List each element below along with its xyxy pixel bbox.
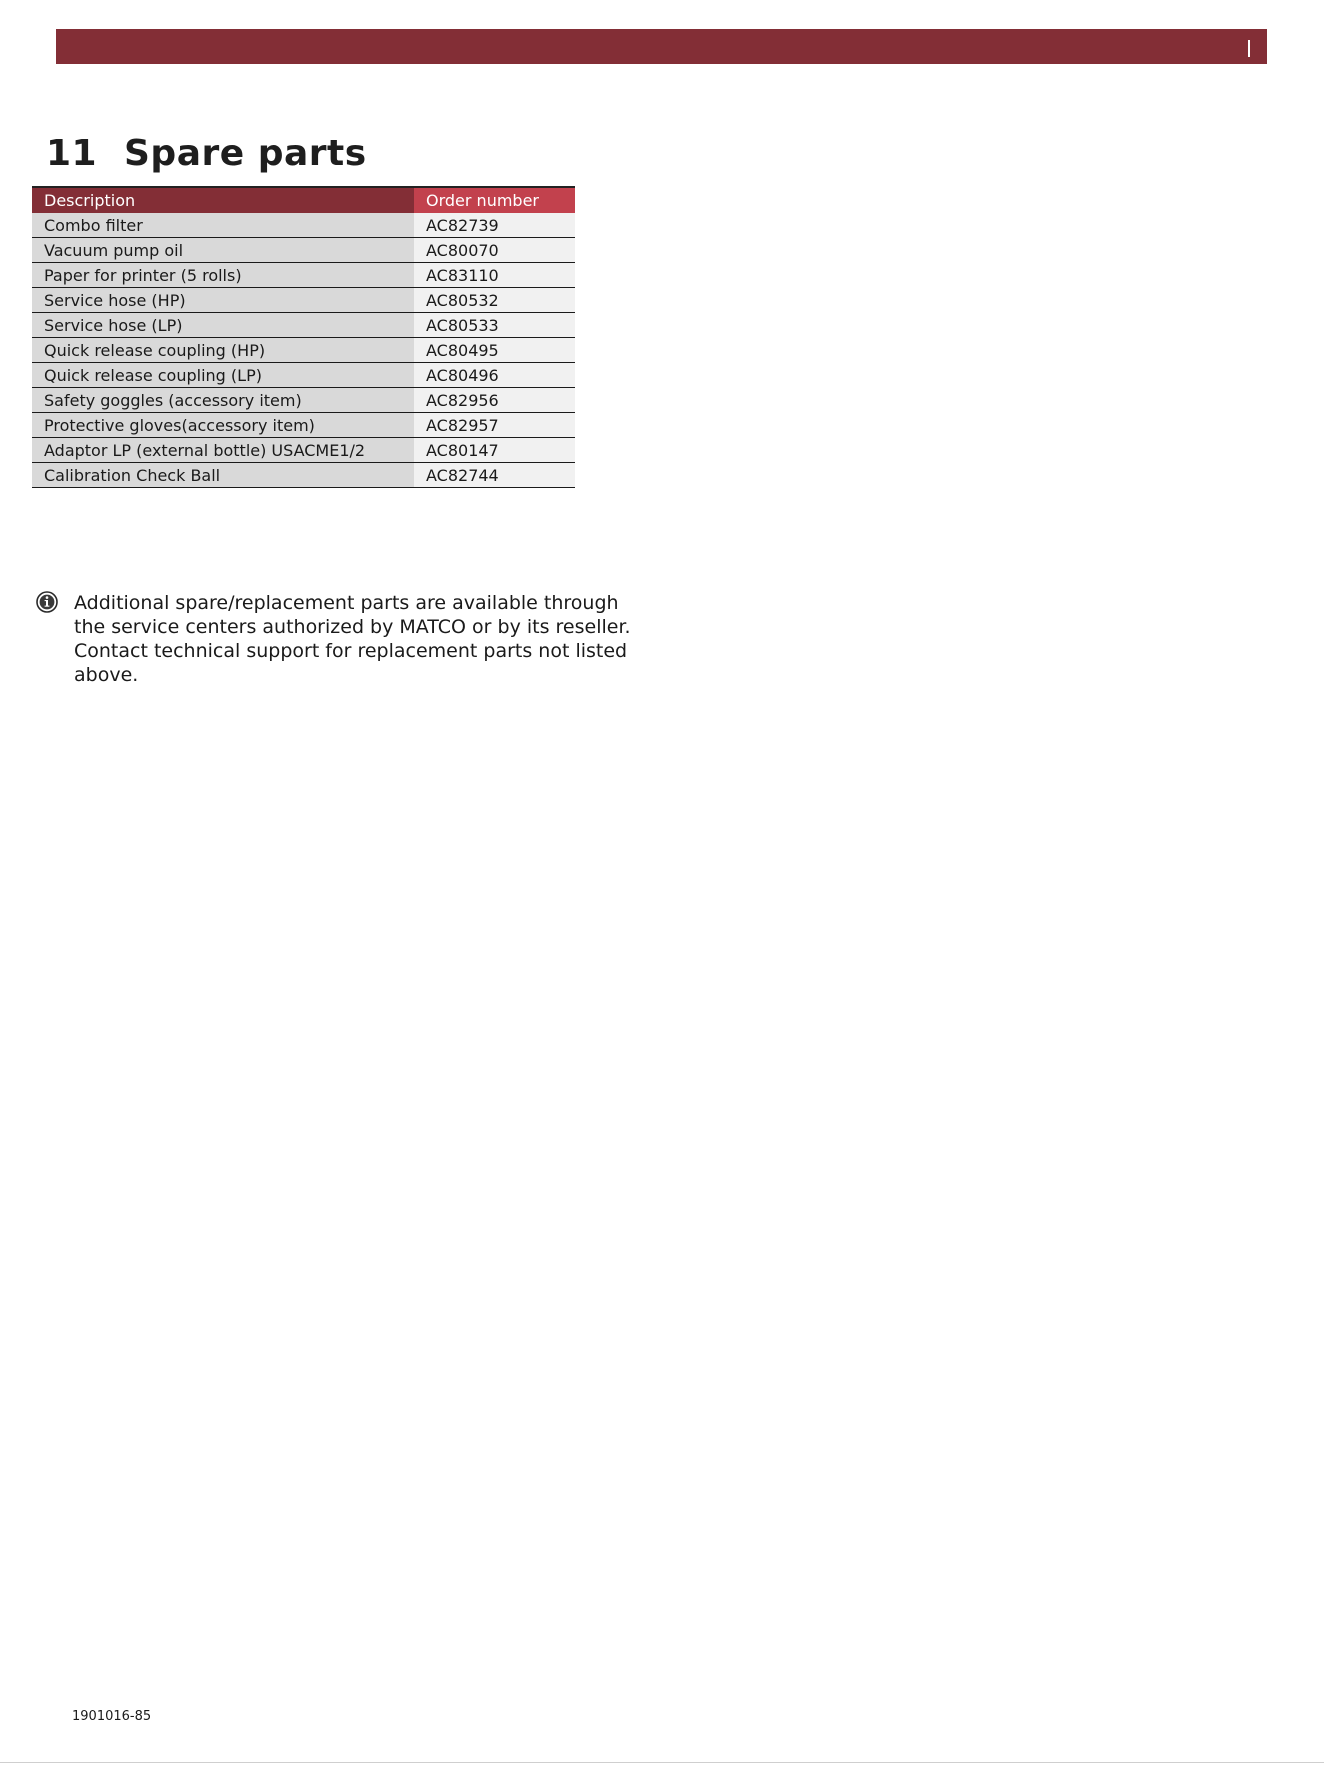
column-header-description: Description	[32, 187, 414, 213]
part-order-number: AC82739	[414, 213, 575, 238]
section-number: 11	[46, 132, 98, 174]
part-order-number: AC80532	[414, 288, 575, 313]
table-row	[32, 363, 575, 388]
part-description: Safety goggles (accessory item)	[32, 388, 414, 413]
table-row	[32, 313, 575, 338]
header-divider	[1248, 40, 1250, 57]
part-description: Quick release coupling (LP)	[32, 363, 414, 388]
table-header-row	[32, 187, 575, 213]
info-icon	[36, 591, 58, 613]
table-row	[32, 213, 575, 238]
part-order-number: AC83110	[414, 263, 575, 288]
part-description: Vacuum pump oil	[32, 238, 414, 263]
table-row	[32, 338, 575, 363]
info-note-text: Additional spare/replacement parts are available through the service centers authorized by MATCO or by its reseller. Contact technical support for replacement parts not listed above.	[74, 592, 631, 686]
document-number: 1901016-85	[72, 1709, 152, 1724]
part-description: Quick release coupling (HP)	[32, 338, 414, 363]
part-description: Combo filter	[32, 213, 414, 238]
part-order-number: AC80496	[414, 363, 575, 388]
part-order-number: AC82744	[414, 463, 575, 488]
section-title: Spare parts	[124, 132, 367, 174]
part-order-number: AC82957	[414, 413, 575, 438]
table-row	[32, 438, 575, 463]
part-order-number: AC80147	[414, 438, 575, 463]
page-bottom-rule	[0, 1762, 1324, 1763]
section-heading	[46, 128, 367, 178]
part-description: Paper for printer (5 rolls)	[32, 263, 414, 288]
part-description: Adaptor LP (external bottle) USACME1/2	[32, 438, 414, 463]
part-order-number: AC80070	[414, 238, 575, 263]
table-row	[32, 388, 575, 413]
column-header-order-number: Order number	[414, 187, 575, 213]
part-description: Protective gloves(accessory item)	[32, 413, 414, 438]
part-description: Calibration Check Ball	[32, 463, 414, 488]
table-row	[32, 288, 575, 313]
part-description: Service hose (LP)	[32, 313, 414, 338]
table-row	[32, 263, 575, 288]
part-order-number: AC82956	[414, 388, 575, 413]
spare-parts-table	[32, 186, 575, 488]
part-description: Service hose (HP)	[32, 288, 414, 313]
table-row	[32, 238, 575, 263]
part-order-number: AC80495	[414, 338, 575, 363]
table-row	[32, 413, 575, 438]
table-row	[32, 463, 575, 488]
header-bar	[56, 29, 1267, 64]
part-order-number: AC80533	[414, 313, 575, 338]
